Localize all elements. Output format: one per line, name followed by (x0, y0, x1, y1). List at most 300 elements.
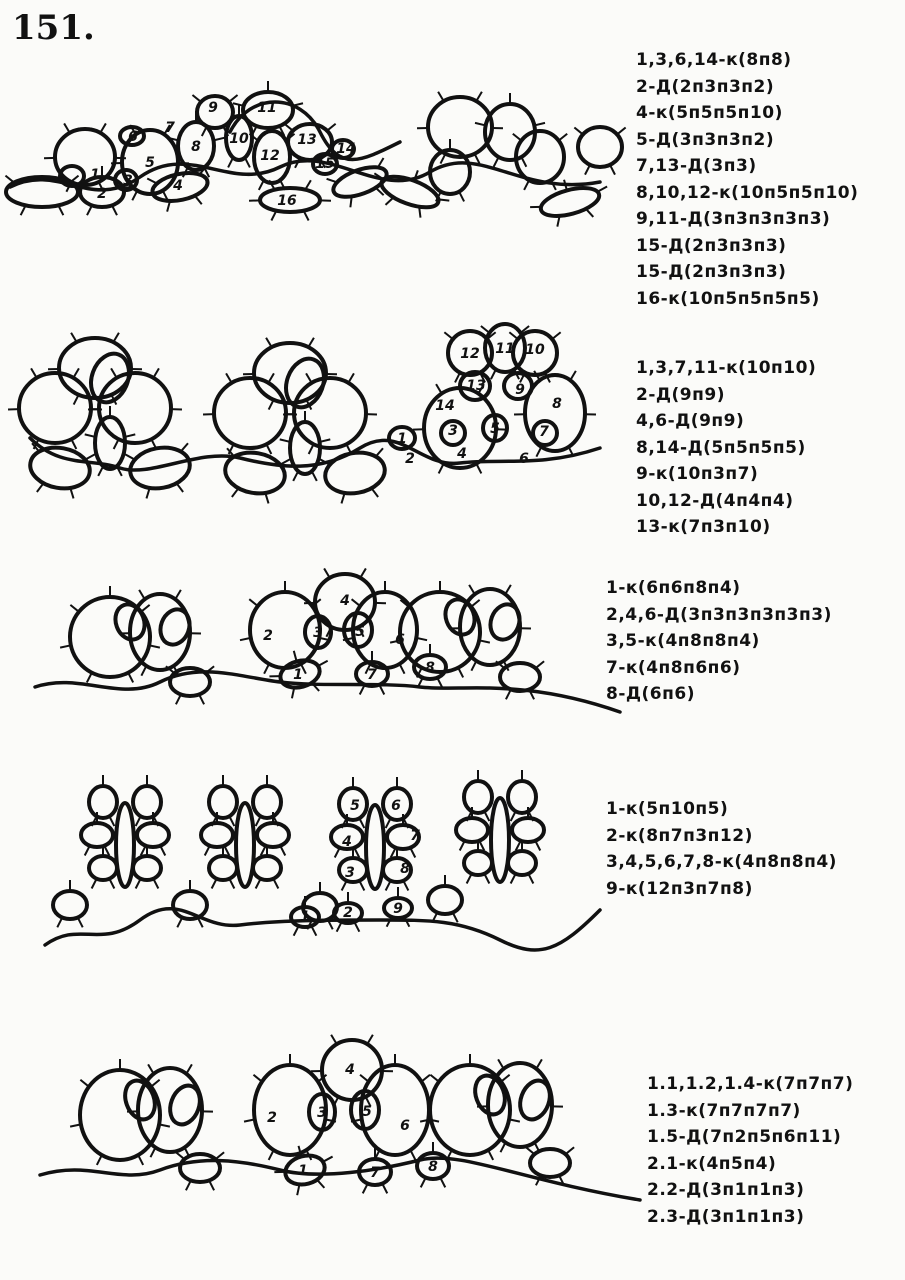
picot (610, 165, 615, 175)
picot (491, 369, 496, 379)
legend-line: 1.5-Д(7п2п5п6п11) (647, 1127, 842, 1147)
picot (229, 95, 238, 102)
picot (85, 453, 95, 461)
legend-line: 2-Д(2п3п3п2) (636, 76, 775, 97)
picot (430, 1075, 439, 1082)
picot (566, 1147, 575, 1154)
picot (367, 1035, 373, 1044)
pattern-legend-4 (606, 796, 837, 902)
picot (342, 881, 347, 891)
element-number: 3 (345, 865, 355, 881)
picot (292, 103, 303, 106)
legend-line: 7,13-Д(3п3) (636, 156, 757, 176)
picot (312, 471, 317, 481)
diagram-drawing (0, 298, 610, 513)
picot (64, 123, 70, 132)
tatting-ring (236, 803, 254, 887)
picot (535, 841, 540, 851)
element-number: 1 (397, 431, 407, 447)
picot (136, 879, 141, 889)
picot (104, 846, 109, 856)
picot (585, 165, 590, 175)
picot (71, 439, 76, 449)
element-number: 11 (257, 100, 277, 116)
element-number: 15 (315, 156, 335, 172)
element-number: 7 (410, 828, 420, 844)
tatting-ring (491, 798, 509, 882)
legend-line: 1-к(6п6п8п4) (606, 578, 741, 598)
picot (78, 917, 83, 927)
picot (382, 1184, 387, 1194)
picot (327, 124, 336, 131)
picot (505, 585, 511, 594)
picot (305, 180, 311, 189)
picot (385, 196, 393, 207)
tatting-ring (88, 368, 182, 449)
picot (209, 1180, 214, 1190)
picot (60, 645, 71, 647)
element-number: 4 (345, 1062, 355, 1078)
legend-line: 15-Д(2п3п3п3) (636, 262, 787, 282)
picot (176, 694, 181, 704)
picot (74, 395, 79, 405)
legend-line: 1,3,7,11-к(10п10) (636, 358, 817, 378)
element-number: 14 (435, 398, 455, 414)
picot (224, 846, 229, 856)
picot (331, 1035, 337, 1044)
picot (177, 917, 182, 927)
picot (440, 154, 445, 164)
picot (232, 487, 239, 498)
pattern-diagram-1 (0, 72, 610, 252)
picot (226, 373, 232, 382)
picot (153, 368, 159, 377)
picot (229, 816, 234, 826)
picot (136, 816, 141, 826)
tatting-ring (203, 373, 297, 454)
picot (498, 1059, 504, 1068)
legend-line: 8,14-Д(5п5п5п5) (636, 437, 806, 458)
tatting-ring (253, 775, 281, 826)
element-number: 3 (313, 625, 323, 641)
picot (175, 590, 181, 599)
element-number: 11 (495, 341, 515, 357)
pattern-legend-5 (647, 1071, 853, 1230)
picot (150, 1147, 155, 1157)
picot (469, 585, 475, 594)
legend-line: 3,5-к(4п8п8п4) (606, 631, 760, 651)
picot (259, 180, 264, 190)
picot (87, 205, 92, 215)
picot (467, 874, 472, 884)
tatting-ring (253, 845, 281, 888)
pattern-diagram-5 (0, 1010, 650, 1235)
picot (233, 103, 244, 106)
element-number: 9 (515, 382, 525, 398)
picot (148, 1064, 154, 1073)
picot (440, 1178, 445, 1188)
picot (249, 599, 258, 606)
picot (337, 922, 342, 932)
picot (526, 1147, 535, 1154)
picot (228, 158, 233, 168)
tatting-ring (508, 770, 536, 821)
picot (476, 92, 482, 101)
tatting-ring (133, 845, 161, 888)
picot (294, 651, 297, 662)
tatting-ring (526, 169, 614, 232)
tatting-ring (366, 805, 384, 889)
picot (153, 879, 158, 889)
element-number: 10 (229, 131, 249, 147)
element-number: 5 (355, 624, 365, 640)
picot (360, 1075, 369, 1082)
picot (354, 848, 359, 858)
picot (528, 874, 533, 884)
picot (141, 605, 150, 612)
picot (439, 464, 444, 474)
tatting-ring (320, 448, 391, 506)
legend-line: 10,12-Д(4п4п4) (636, 490, 794, 511)
legend-line: 7-к(4п8п6п6) (606, 657, 741, 678)
picot (85, 846, 90, 856)
picot (597, 186, 608, 191)
legend-line: 16-к(10п5п5п5п5) (636, 288, 820, 309)
picot (284, 124, 293, 131)
picot (360, 568, 366, 577)
picot (335, 848, 340, 858)
picot (570, 371, 576, 380)
legend-line: 2.3-Д(3п1п1п3) (647, 1206, 805, 1227)
picot (501, 1075, 510, 1082)
picot (410, 848, 415, 858)
element-number: 6 (391, 798, 401, 814)
picot (273, 879, 278, 889)
picot (98, 466, 103, 476)
picot (513, 134, 522, 141)
element-number: 4 (173, 178, 183, 194)
legend-line: 2,4,6-Д(3п3п3п3п3п3) (606, 604, 832, 625)
page-number: 151. (12, 8, 95, 48)
element-number: 8 (552, 396, 562, 412)
tatting-ring (89, 845, 117, 888)
picot (352, 599, 361, 606)
picot (322, 1157, 333, 1162)
picot (269, 1150, 274, 1160)
picot (511, 874, 516, 884)
picot (536, 1059, 542, 1068)
picot (186, 1180, 191, 1190)
diagram-drawing (0, 1010, 650, 1235)
tatting-ring (173, 880, 207, 927)
picot (534, 123, 545, 126)
tatting-ring (116, 803, 134, 887)
element-number: 16 (277, 193, 297, 209)
picot (309, 444, 314, 454)
picot (109, 816, 114, 826)
picot (421, 1075, 430, 1082)
element-number: 4 (342, 834, 352, 850)
picot (128, 673, 133, 683)
picot (180, 443, 190, 451)
picot (199, 694, 204, 704)
picot (37, 482, 44, 493)
element-number: 6 (128, 129, 138, 145)
picot (294, 926, 299, 936)
element-number: 2 (263, 628, 273, 644)
picot (354, 922, 359, 932)
legend-line: 2.2-Д(3п1п1п3) (647, 1180, 805, 1200)
picot (391, 848, 396, 858)
legend-line: 5-Д(3п3п3п2) (636, 129, 775, 150)
picot (205, 846, 210, 856)
legend-line: 4-к(5п5п5п10) (636, 103, 783, 123)
picot (97, 1155, 102, 1165)
picot (453, 912, 458, 922)
picot (552, 332, 561, 339)
picot (471, 661, 476, 671)
element-number: 14 (336, 141, 356, 157)
picot (109, 879, 114, 889)
picot (308, 338, 314, 347)
tatting-ring (89, 775, 117, 826)
picot (71, 333, 77, 342)
picot (139, 590, 145, 599)
element-number: 7 (370, 1165, 380, 1181)
picot (375, 448, 385, 456)
picot (363, 1184, 368, 1194)
chain-stitch (35, 672, 620, 712)
legend-line: 3,4,5,6,7,8-к(4п8п8п4) (606, 852, 837, 872)
pattern-diagram-4 (0, 770, 610, 960)
tatting-ring (464, 840, 492, 883)
legend-line: 1,3,6,14-к(8п8) (636, 50, 792, 70)
picot (475, 154, 480, 164)
tatting-ring (464, 770, 492, 821)
element-number: 10 (525, 342, 545, 358)
tatting-ring (513, 131, 567, 190)
element-number: 1 (300, 909, 310, 925)
picot (132, 191, 137, 201)
picot (536, 447, 541, 457)
picot (574, 127, 583, 134)
picot (421, 1178, 426, 1188)
picot (484, 874, 489, 884)
legend-line: 1.1,1.2,1.4-к(7п7п7) (647, 1074, 854, 1094)
element-number: 13 (297, 132, 317, 148)
tatting-ring (133, 775, 161, 826)
legend-line: 8,10,12-к(10п5п5п10) (636, 182, 859, 203)
element-number: 7 (367, 667, 377, 683)
picot (437, 678, 442, 688)
picot (57, 917, 62, 927)
picot (348, 373, 354, 382)
element-number: 4 (340, 593, 350, 609)
picot (500, 1142, 505, 1152)
diagram-drawing (0, 770, 610, 960)
tatting-ring (508, 840, 536, 883)
tatting-ring (5, 176, 78, 216)
picot (141, 666, 146, 676)
pattern-legend-1 (636, 47, 858, 312)
picot (280, 846, 285, 856)
pattern-diagram-3 (0, 562, 630, 712)
element-number: 5 (362, 1104, 372, 1120)
element-number: 4 (457, 446, 467, 462)
pattern-diagram-2 (0, 298, 610, 513)
tatting-ring (53, 880, 87, 927)
picot (293, 471, 298, 481)
element-number: 8 (425, 660, 435, 676)
picot (516, 841, 521, 851)
picot (436, 384, 442, 393)
picot (73, 368, 79, 377)
picot (400, 664, 405, 674)
picot (471, 600, 480, 607)
picot (324, 568, 330, 577)
picot (112, 205, 117, 215)
picot (524, 180, 529, 190)
picot (484, 811, 489, 821)
picot (536, 661, 545, 668)
legend-line: 15-Д(2п3п3п3) (636, 235, 787, 256)
element-number: 2 (267, 1110, 277, 1126)
picot (261, 846, 266, 856)
picot (216, 1152, 225, 1159)
picot (509, 332, 518, 339)
element-number: 7 (165, 120, 175, 136)
element-number: 8 (400, 861, 410, 877)
picot (386, 881, 391, 891)
element-number: 6 (400, 1118, 410, 1134)
picot (229, 879, 234, 889)
picot (177, 482, 184, 493)
tatting-ring (209, 845, 237, 888)
element-number: 5 (490, 421, 500, 437)
picot (87, 673, 92, 683)
element-number: 1 (293, 667, 303, 683)
picot (113, 333, 119, 342)
picot (100, 123, 106, 132)
picot (80, 1080, 89, 1087)
picot (359, 818, 364, 828)
picot (488, 1150, 493, 1160)
picot (475, 123, 486, 126)
picot (256, 879, 261, 889)
picot (31, 368, 37, 377)
picot (386, 818, 391, 828)
legend-line: 9-к(10п3п7) (636, 464, 759, 484)
pattern-legend-3 (606, 575, 832, 708)
picot (268, 373, 274, 382)
picot (264, 664, 269, 674)
tatting-ring (496, 661, 544, 699)
chain-stitch (45, 909, 600, 950)
element-number: 9 (393, 901, 403, 917)
legend-line: 8-Д(6п6) (606, 684, 695, 704)
tatting-ring (24, 443, 95, 501)
picot (372, 487, 379, 498)
picot (5, 176, 14, 183)
picot (460, 841, 465, 851)
picot (125, 453, 135, 461)
diagram-drawing (0, 562, 630, 712)
picot (494, 157, 499, 167)
picot (253, 1075, 262, 1082)
picot (266, 338, 272, 347)
tatting-ring (8, 368, 102, 449)
picot (111, 368, 117, 377)
element-number: 3 (123, 173, 133, 189)
element-number: 8 (428, 1159, 438, 1175)
picot (317, 661, 328, 666)
picot (311, 926, 316, 936)
picot (359, 881, 364, 891)
element-number: 1 (298, 1163, 308, 1179)
picot (192, 95, 201, 102)
picot (92, 879, 97, 889)
element-number: 5 (145, 155, 155, 171)
picot (269, 400, 274, 410)
chain-stitch (40, 1158, 640, 1200)
picot (141, 846, 146, 856)
legend-line: 9-к(12п3п7п8) (606, 878, 753, 899)
picot (149, 645, 160, 647)
picot (559, 134, 568, 141)
picot (256, 816, 261, 826)
legend-line: 2-Д(9п9) (636, 384, 725, 405)
element-number: 6 (395, 632, 405, 648)
picot (114, 439, 119, 449)
picot (160, 846, 165, 856)
picot (151, 1080, 160, 1087)
element-number: 8 (191, 139, 201, 155)
picot (212, 879, 217, 889)
picot (138, 1155, 143, 1165)
legend-line: 13-к(7п3п10) (636, 517, 771, 537)
element-number: 9 (208, 100, 218, 116)
picot (70, 605, 79, 612)
pattern-legend-2 (636, 355, 816, 541)
element-number: 1 (90, 167, 100, 183)
element-number: 6 (519, 451, 529, 467)
picot (202, 126, 207, 136)
tatting-ring (514, 371, 596, 457)
legend-line: 4,6-Д(9п9) (636, 411, 745, 431)
picot (564, 180, 567, 191)
tatting-ring (428, 875, 462, 922)
picot (444, 332, 453, 339)
element-number: 13 (466, 378, 486, 394)
picot (403, 881, 408, 891)
legend-line: 1.3-к(7п7п7п7) (647, 1100, 801, 1121)
picot (438, 92, 444, 101)
picot (479, 640, 490, 642)
element-number: 3 (317, 1105, 327, 1121)
element-number: 3 (448, 423, 458, 439)
element-number: 5 (350, 798, 360, 814)
picot (317, 1178, 324, 1189)
element-number: 12 (260, 148, 280, 164)
picot (459, 192, 464, 202)
picot (176, 1152, 185, 1159)
picot (506, 689, 511, 699)
picot (186, 1064, 192, 1073)
legend-line: 2.1-к(4п5п4) (647, 1153, 777, 1174)
picot (617, 127, 626, 134)
legend-line: 1-к(5п10п5) (606, 799, 729, 819)
picot (306, 373, 312, 382)
